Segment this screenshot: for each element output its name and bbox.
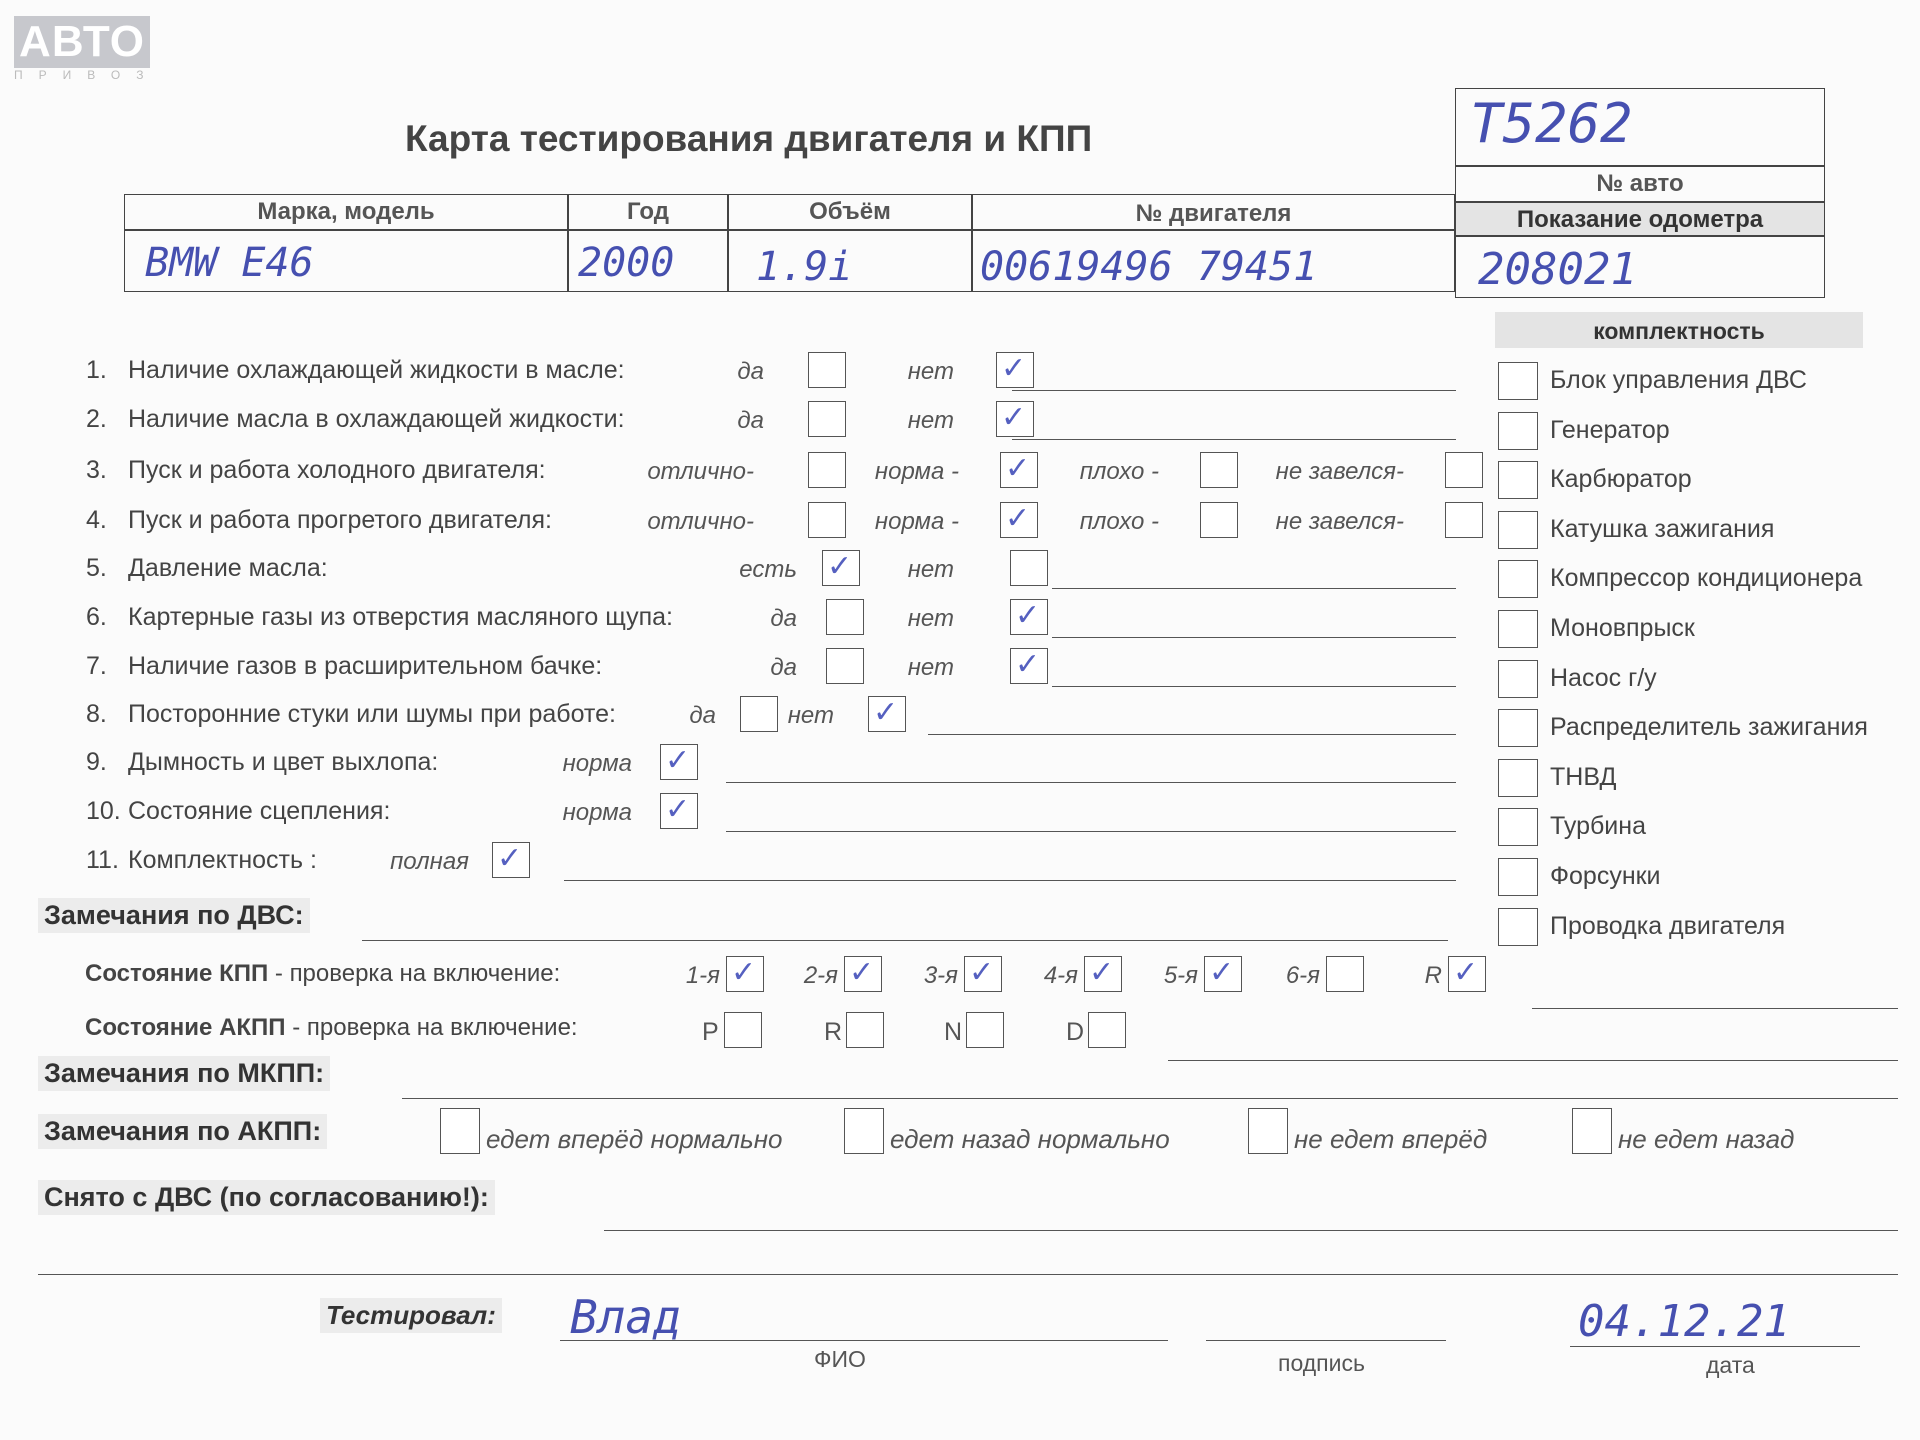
completeness-checkbox[interactable] — [1498, 610, 1538, 648]
option-label: нет — [907, 654, 954, 681]
item-label: Дымность и цвет выхлопа: — [128, 748, 439, 776]
completeness-checkbox[interactable] — [1498, 759, 1538, 797]
option-label: норма - — [874, 458, 959, 485]
checkmark-icon: ✓ — [731, 955, 757, 990]
checkmark-icon: ✓ — [1001, 351, 1027, 386]
completeness-item-label: Карбюратор — [1550, 465, 1692, 493]
checkmark-icon: ✓ — [1005, 451, 1031, 486]
completeness-item-label: Турбина — [1550, 812, 1646, 840]
engine-remarks-line[interactable] — [362, 940, 1448, 941]
removed-label: Снято с ДВС (по согласованию!): — [38, 1180, 495, 1215]
car-number-value: T5262 — [1470, 92, 1633, 155]
checkmark-icon: ✓ — [1001, 400, 1027, 435]
option-label: норма — [562, 799, 632, 826]
item-number: 7. — [86, 652, 107, 680]
option-checkbox[interactable] — [1010, 550, 1048, 586]
option-label: плохо - — [1079, 458, 1159, 485]
mode-checkbox[interactable] — [846, 1012, 884, 1048]
gear-label: 4-я — [1043, 962, 1078, 989]
checkmark-icon: ✓ — [1209, 955, 1235, 990]
item-number: 9. — [86, 748, 107, 776]
item-label: Картерные газы из отверстия масляного щупа: — [128, 603, 673, 631]
removed-line-1[interactable] — [604, 1230, 1898, 1231]
akpp-remark-label: не едет вперёд — [1294, 1124, 1488, 1154]
mode-label: R — [824, 1018, 843, 1046]
item-notes-line[interactable] — [928, 734, 1456, 735]
completeness-item-label: ТНВД — [1550, 763, 1617, 791]
gear-label: 1-я — [685, 962, 720, 989]
akpp-remark-label: едет назад нормально — [890, 1124, 1170, 1154]
item-notes-line[interactable] — [1052, 637, 1456, 638]
checkmark-icon: ✓ — [969, 955, 995, 990]
header-model-label: Марка, модель — [257, 198, 435, 225]
checkmark-icon: ✓ — [849, 955, 875, 990]
checkmark-icon: ✓ — [827, 549, 853, 584]
gear-label: 5-я — [1163, 962, 1198, 989]
checkmark-icon: ✓ — [1089, 955, 1115, 990]
option-label: есть — [739, 556, 797, 583]
option-checkbox[interactable] — [660, 793, 698, 829]
header-odometer-label: Показание одометра — [1516, 206, 1764, 233]
auto-gearbox-line[interactable] — [1168, 1060, 1898, 1061]
option-label: не завелся- — [1275, 458, 1404, 485]
option-label: да — [737, 407, 764, 434]
option-checkbox[interactable] — [1010, 648, 1048, 684]
date-line — [1570, 1346, 1860, 1347]
option-label: нет — [907, 358, 954, 385]
checkmark-icon: ✓ — [497, 841, 523, 876]
mode-label: D — [1066, 1018, 1085, 1046]
mode-checkbox[interactable] — [724, 1012, 762, 1048]
manual-gearbox-line[interactable] — [1532, 1008, 1898, 1009]
engine-number-value[interactable]: 00619496 79451 — [980, 244, 1318, 290]
item-notes-line[interactable] — [564, 880, 1456, 881]
date-label: дата — [1706, 1352, 1755, 1378]
item-number: 6. — [86, 603, 107, 631]
item-notes-line[interactable] — [726, 782, 1456, 783]
option-label: нет — [907, 605, 954, 632]
completeness-item-label: Моновпрыск — [1550, 614, 1695, 642]
item-notes-line[interactable] — [1052, 686, 1456, 687]
checkmark-icon: ✓ — [873, 695, 899, 730]
mkpp-remarks-label: Замечания по МКПП: — [38, 1056, 330, 1091]
option-label: норма - — [874, 508, 959, 535]
akpp-remark-checkbox[interactable] — [1572, 1108, 1612, 1154]
completeness-item-label: Компрессор кондиционера — [1550, 564, 1863, 592]
gear-label: 2-я — [803, 962, 838, 989]
option-label: нет — [787, 702, 834, 729]
option-label: нет — [907, 556, 954, 583]
fio-line — [560, 1340, 1168, 1341]
option-label: отлично- — [647, 458, 754, 485]
akpp-remark-label: не едет назад — [1618, 1124, 1795, 1154]
item-label: Пуск и работа холодного двигателя: — [128, 456, 546, 484]
mkpp-remarks-line[interactable] — [402, 1098, 1898, 1099]
item-label: Наличие охлаждающей жидкости в масле: — [128, 356, 625, 384]
completeness-checkbox[interactable] — [1498, 808, 1538, 846]
option-checkbox[interactable] — [492, 842, 530, 878]
akpp-remark-checkbox[interactable] — [844, 1108, 884, 1154]
item-number: 2. — [86, 405, 107, 433]
logo-subtitle: ПРИВОЗ — [14, 68, 160, 82]
option-checkbox[interactable] — [868, 696, 906, 732]
manual-gearbox-label: Состояние КПП - проверка на включение: — [85, 960, 561, 987]
checkmark-icon: ✓ — [1453, 955, 1479, 990]
option-label: норма — [562, 750, 632, 777]
gear-label: 6-я — [1285, 962, 1320, 989]
year-value[interactable]: 2000 — [578, 240, 675, 286]
item-notes-line[interactable] — [1012, 390, 1456, 391]
header-year-label: Год — [627, 198, 669, 225]
akpp-remark-label: едет вперёд нормально — [486, 1124, 783, 1154]
option-label: нет — [907, 407, 954, 434]
completeness-item-label: Насос г/у — [1550, 664, 1657, 692]
completeness-item-label: Проводка двигателя — [1550, 912, 1786, 940]
checkmark-icon: ✓ — [665, 743, 691, 778]
page-title: Карта тестирования двигателя и КПП — [405, 118, 1093, 159]
option-checkbox[interactable] — [996, 401, 1034, 437]
gear-checkbox[interactable] — [1448, 956, 1486, 992]
completeness-checkbox[interactable] — [1498, 908, 1538, 946]
option-checkbox[interactable] — [1445, 452, 1483, 488]
fio-label: ФИО — [814, 1346, 866, 1372]
option-label: да — [770, 654, 797, 681]
item-notes-line[interactable] — [1052, 588, 1456, 589]
completeness-checkbox[interactable] — [1498, 709, 1538, 747]
completeness-item-label: Катушка зажигания — [1550, 515, 1775, 543]
completeness-checkbox[interactable] — [1498, 362, 1538, 400]
akpp-remark-checkbox[interactable] — [1248, 1108, 1288, 1154]
item-number: 4. — [86, 506, 107, 534]
option-checkbox[interactable] — [1010, 599, 1048, 635]
auto-gearbox-label: Состояние АКПП - проверка на включение: — [85, 1014, 578, 1041]
completeness-checkbox[interactable] — [1498, 511, 1538, 549]
completeness-checkbox[interactable] — [1498, 412, 1538, 450]
item-label: Состояние сцепления: — [128, 797, 391, 825]
gear-label: 3-я — [923, 962, 958, 989]
checkmark-icon: ✓ — [1015, 647, 1041, 682]
completeness-checkbox[interactable] — [1498, 858, 1538, 896]
date-value[interactable]: 04.12.21 — [1578, 1296, 1790, 1347]
item-label: Посторонние стуки или шумы при работе: — [128, 700, 616, 728]
option-checkbox[interactable] — [660, 744, 698, 780]
completeness-item-label: Генератор — [1550, 416, 1670, 444]
option-label: не завелся- — [1275, 508, 1404, 535]
option-checkbox[interactable] — [1445, 502, 1483, 538]
item-notes-line[interactable] — [1012, 439, 1456, 440]
mode-checkbox[interactable] — [966, 1012, 1004, 1048]
gear-label: R — [1424, 962, 1442, 989]
option-label: полная — [390, 848, 469, 875]
tested-label: Тестировал: — [320, 1298, 502, 1333]
item-notes-line[interactable] — [726, 831, 1456, 832]
header-volume-label: Объём — [809, 198, 891, 225]
removed-line-2[interactable] — [38, 1274, 1898, 1275]
item-number: 8. — [86, 700, 107, 728]
header-engine-label: № двигателя — [1135, 200, 1292, 227]
volume-value[interactable]: 1.9i — [756, 244, 853, 290]
mode-checkbox[interactable] — [1088, 1012, 1126, 1048]
checkmark-icon: ✓ — [1005, 501, 1031, 536]
odometer-value[interactable]: 208021 — [1478, 244, 1637, 295]
option-label: отлично- — [647, 508, 754, 535]
item-number: 3. — [86, 456, 107, 484]
option-label: да — [689, 702, 716, 729]
completeness-item-label: Распределитель зажигания — [1550, 713, 1868, 741]
akpp-remark-checkbox[interactable] — [440, 1108, 480, 1154]
item-label: Комплектность : — [128, 846, 317, 874]
item-label: Давление масла: — [128, 554, 328, 582]
completeness-checkbox[interactable] — [1498, 461, 1538, 499]
option-checkbox[interactable] — [996, 352, 1034, 388]
item-number: 11. — [86, 846, 119, 874]
item-label: Наличие масла в охлаждающей жидкости: — [128, 405, 625, 433]
option-label: да — [737, 358, 764, 385]
completeness-item-label: Блок управления ДВС — [1550, 366, 1807, 394]
mode-label: N — [944, 1018, 963, 1046]
mode-label: P — [702, 1018, 719, 1046]
option-label: да — [770, 605, 797, 632]
model-value[interactable]: BMW E46 — [145, 240, 314, 286]
signature-line[interactable] — [1206, 1340, 1446, 1341]
completeness-title: комплектность — [1593, 318, 1765, 344]
item-label: Пуск и работа прогретого двигателя: — [128, 506, 552, 534]
checkmark-icon: ✓ — [1015, 598, 1041, 633]
item-label: Наличие газов в расширительном бачке: — [128, 652, 603, 680]
car-number-label: № авто — [1596, 170, 1684, 197]
item-number: 1. — [86, 356, 107, 384]
signature-label: подпись — [1278, 1350, 1365, 1376]
item-number: 5. — [86, 554, 107, 582]
completeness-checkbox[interactable] — [1498, 560, 1538, 598]
completeness-item-label: Форсунки — [1550, 862, 1661, 890]
engine-remarks-label: Замечания по ДВС: — [38, 898, 310, 933]
option-label: плохо - — [1079, 508, 1159, 535]
item-number: 10. — [86, 797, 121, 825]
checkmark-icon: ✓ — [665, 792, 691, 827]
completeness-checkbox[interactable] — [1498, 660, 1538, 698]
akpp-remarks-label: Замечания по АКПП: — [38, 1114, 327, 1149]
tester-name[interactable]: Влад — [570, 1290, 681, 1344]
logo: АВТО — [14, 16, 150, 68]
